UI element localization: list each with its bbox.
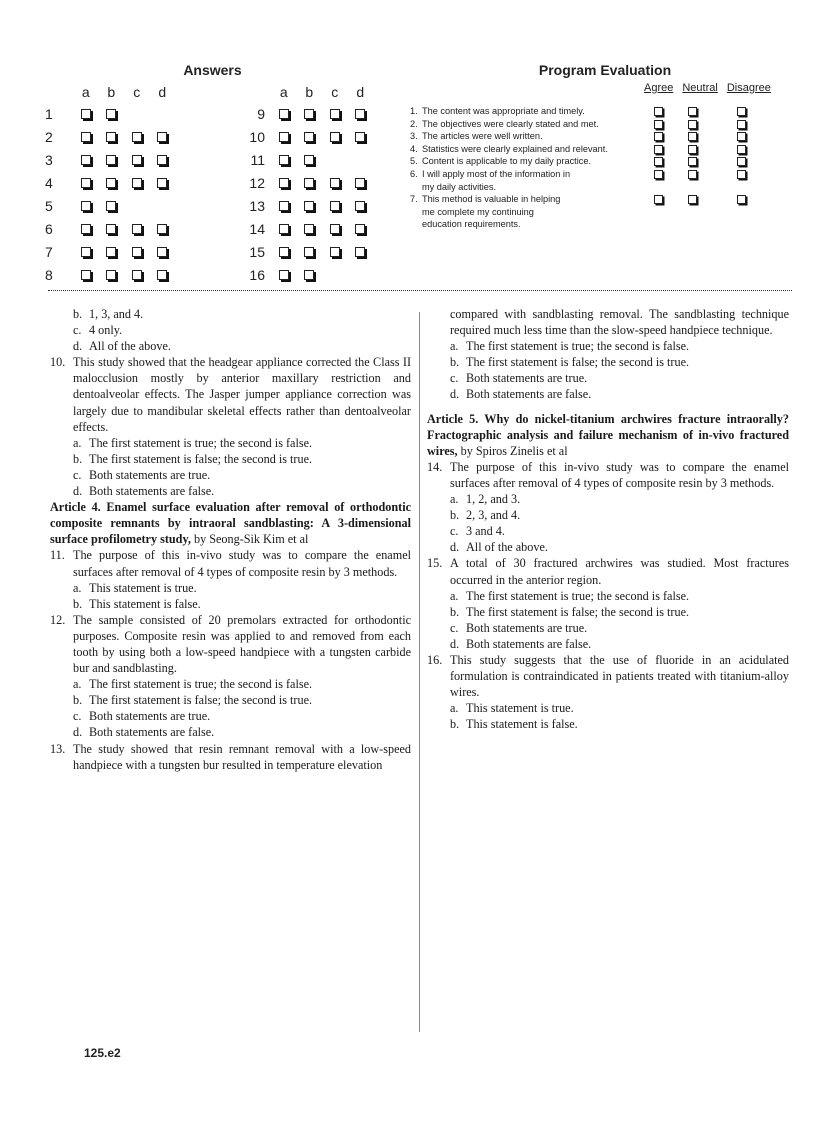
evaluation-5-neutral-checkbox[interactable] [688, 157, 697, 166]
answer-row-6 [45, 217, 175, 240]
answer-row-8 [45, 263, 175, 286]
answer-row-number: 15 [249, 243, 265, 260]
answer-4-c-checkbox[interactable] [132, 178, 142, 188]
q9-option-c: c. 4 only. [73, 323, 123, 338]
answer-7-a-checkbox[interactable] [81, 247, 91, 257]
answer-13-a-checkbox[interactable] [279, 201, 289, 211]
evaluation-5-agree-checkbox[interactable] [654, 157, 663, 166]
answer-2-a-checkbox[interactable] [81, 132, 91, 142]
q11-option-b: b. This statement is false. [73, 596, 201, 611]
answers-column-label-b: b [107, 84, 116, 100]
answer-6-a-checkbox[interactable] [81, 224, 91, 234]
q15-option-a: a. The first statement is true; the second is false. [450, 588, 690, 603]
q13-option-a: a. The first statement is true; the second is false. [450, 339, 690, 354]
evaluation-list [410, 105, 790, 231]
evaluation-2-agree-checkbox[interactable] [654, 120, 663, 129]
answer-7-b-checkbox[interactable] [106, 247, 116, 257]
answer-row-5 [45, 194, 175, 217]
answer-9-c-checkbox[interactable] [330, 109, 340, 119]
answers-column-label-a: a [81, 84, 90, 100]
q15-option-b: b. The first statement is false; the second is true. [450, 604, 690, 619]
q10-option-d: d. Both statements are false. [73, 484, 215, 499]
evaluation-item-7: 7. This method is valuable in helping me complete my continuing education requirements. [410, 193, 790, 231]
answer-7-c-checkbox[interactable] [132, 247, 142, 257]
answer-row-number: 14 [249, 220, 265, 237]
answer-15-b-checkbox[interactable] [304, 247, 314, 257]
answer-9-d-checkbox[interactable] [355, 109, 365, 119]
page-number: 125.e2 [84, 1046, 121, 1060]
q15-option-c: c. Both statements are true. [450, 620, 588, 635]
answer-9-b-checkbox[interactable] [304, 109, 314, 119]
answer-15-a-checkbox[interactable] [279, 247, 289, 257]
evaluation-item-2: 2. The objectives were clearly stated and met. [410, 118, 790, 131]
q12-option-b: b. The first statement is false; the second is true. [73, 693, 313, 708]
answer-14-c-checkbox[interactable] [330, 224, 340, 234]
answer-2-b-checkbox[interactable] [106, 132, 116, 142]
q14-option-a: a. 1, 2, and 3. [450, 492, 521, 507]
answer-3-c-checkbox[interactable] [132, 155, 142, 165]
q13-option-d: d. Both statements are false. [450, 387, 592, 402]
answer-15-d-checkbox[interactable] [355, 247, 365, 257]
answer-12-a-checkbox[interactable] [279, 178, 289, 188]
answer-2-c-checkbox[interactable] [132, 132, 142, 142]
answer-row-13 [235, 194, 373, 217]
answer-1-b-checkbox[interactable] [106, 109, 116, 119]
answer-5-b-checkbox[interactable] [106, 201, 116, 211]
q16-option-a: a. This statement is true. [450, 701, 574, 716]
evaluation-item-1: 1. The content was appropriate and timely. [410, 105, 790, 118]
answer-1-a-checkbox[interactable] [81, 109, 91, 119]
answer-row-number: 3 [45, 151, 53, 168]
answer-6-d-checkbox[interactable] [157, 224, 167, 234]
answer-row-16 [235, 263, 373, 286]
answer-12-b-checkbox[interactable] [304, 178, 314, 188]
evaluation-2-disagree-checkbox[interactable] [737, 120, 746, 129]
answer-12-d-checkbox[interactable] [355, 178, 365, 188]
answer-row-12 [235, 171, 373, 194]
article-4-heading: Article 4. Enamel surface evaluation after removal of orthodontic composite remnants by intraoral sandblasting: A 3-dimensional surface profilometry study, by Seong-Sik Kim et al [50, 500, 411, 547]
question-10: 10. This study showed that the headgear appliance corrected the Class II malocclusion mostly by anterior maxillary restriction and dentoalveolar effects. The Jasper jumper appliance correction was largely due to mandibular skeletal effects rather than dentoalveolar effects. [50, 355, 411, 434]
answer-row-number: 4 [45, 174, 53, 191]
answer-row-number: 8 [45, 266, 53, 283]
evaluation-item-5: 5. Content is applicable to my daily practice. [410, 155, 790, 168]
answer-8-b-checkbox[interactable] [106, 270, 116, 280]
answer-row-15 [235, 240, 373, 263]
answer-8-a-checkbox[interactable] [81, 270, 91, 280]
evaluation-3-agree-checkbox[interactable] [654, 132, 663, 141]
evaluation-6-agree-checkbox[interactable] [654, 170, 663, 179]
evaluation-item-6: 6. I will apply most of the information in my daily activities. [410, 168, 790, 193]
answer-row-7 [45, 240, 175, 263]
answers-column-left [45, 82, 175, 286]
q13-option-c: c. Both statements are true. [450, 371, 588, 386]
question-13: 13. The study showed that resin remnant removal with a low-speed handpiece with a tungsten bur resulted in temperature elevation [50, 741, 411, 772]
q12-option-c: c. Both statements are true. [73, 709, 211, 724]
answer-3-b-checkbox[interactable] [106, 155, 116, 165]
answer-row-number: 7 [45, 243, 53, 260]
answer-row-number: 5 [45, 197, 53, 214]
cut-line-divider [48, 290, 792, 291]
answer-row-10 [235, 125, 373, 148]
evaluation-2-neutral-checkbox[interactable] [688, 120, 697, 129]
answer-9-a-checkbox[interactable] [279, 109, 289, 119]
answers-column-label-d: d [356, 84, 365, 100]
answer-row-number: 12 [249, 174, 265, 191]
answers-column-label-c: c [133, 84, 141, 100]
evaluation-4-neutral-checkbox[interactable] [688, 145, 697, 154]
answer-13-b-checkbox[interactable] [304, 201, 314, 211]
answer-row-number: 2 [45, 128, 53, 145]
evaluation-4-agree-checkbox[interactable] [654, 145, 663, 154]
answers-column-right [235, 82, 373, 286]
q9-option-b: b. 1, 3, and 4. [73, 307, 144, 321]
answer-6-c-checkbox[interactable] [132, 224, 142, 234]
answer-13-d-checkbox[interactable] [355, 201, 365, 211]
answer-5-a-checkbox[interactable] [81, 201, 91, 211]
q11-option-a: a. This statement is true. [73, 580, 197, 595]
answer-11-b-checkbox[interactable] [304, 155, 314, 165]
evaluation-7-disagree-checkbox[interactable] [737, 195, 746, 204]
evaluation-item-4: 4. Statistics were clearly explained and relevant. [410, 143, 790, 156]
answers-title: Answers [183, 62, 242, 78]
answer-10-d-checkbox[interactable] [355, 132, 365, 142]
question-13-continued: compared with sandblasting removal. The sandblasting technique required much less time than the slow-speed handpiece technique. [450, 307, 789, 338]
evaluation-4-disagree-checkbox[interactable] [737, 145, 746, 154]
answer-4-d-checkbox[interactable] [157, 178, 167, 188]
q15-option-d: d. Both statements are false. [450, 636, 592, 651]
question-16: 16. This study suggests that the use of fluoride in an acidulated formulation is contraindicated in patients treated with titanium-alloy wires. [427, 652, 789, 700]
q10-option-c: c. Both statements are true. [73, 467, 211, 482]
evaluation-3-disagree-checkbox[interactable] [737, 132, 746, 141]
evaluation-item-text: The articles were well written. [422, 131, 543, 142]
header-disagree: Disagree [726, 82, 771, 94]
answer-7-d-checkbox[interactable] [157, 247, 167, 257]
answer-12-c-checkbox[interactable] [330, 178, 340, 188]
answer-16-b-checkbox[interactable] [304, 270, 314, 280]
answer-14-b-checkbox[interactable] [304, 224, 314, 234]
left-column [50, 306, 411, 773]
q10-option-b: b. The first statement is false; the second is true. [73, 451, 313, 466]
header-agree: Agree [644, 82, 674, 94]
answers-column-label-c: c [331, 84, 339, 100]
evaluation-3-neutral-checkbox[interactable] [688, 132, 697, 141]
answer-row-number: 13 [249, 197, 265, 214]
answer-6-b-checkbox[interactable] [106, 224, 116, 234]
answer-row-3 [45, 148, 175, 171]
question-15: 15. A total of 30 fractured archwires was studied. Most fractures occurred in the anterior region. [427, 556, 789, 587]
answers-header-left [45, 82, 175, 102]
q13-option-b: b. The first statement is false; the second is true. [450, 355, 690, 370]
answer-row-number: 10 [249, 128, 265, 145]
answer-4-b-checkbox[interactable] [106, 178, 116, 188]
answer-10-a-checkbox[interactable] [279, 132, 289, 142]
evaluation-1-neutral-checkbox[interactable] [688, 107, 697, 116]
evaluation-7-agree-checkbox[interactable] [654, 195, 663, 204]
evaluation-item-text: I will apply most of the information in my daily activities. [422, 168, 571, 192]
q12-option-d: d. Both statements are false. [73, 725, 215, 740]
answers-header-right [235, 82, 373, 102]
q14-option-d: d. All of the above. [450, 540, 548, 555]
answer-row-number: 16 [249, 266, 265, 283]
answer-row-2 [45, 125, 175, 148]
answer-row-number: 11 [250, 151, 265, 168]
evaluation-item-text: The content was appropriate and timely. [422, 106, 585, 116]
answer-row-number: 6 [45, 220, 53, 237]
evaluation-1-agree-checkbox[interactable] [654, 107, 663, 116]
answer-10-b-checkbox[interactable] [304, 132, 314, 142]
answer-15-c-checkbox[interactable] [330, 247, 340, 257]
answer-row-11 [235, 148, 373, 171]
evaluation-item-text: Statistics were clearly explained and relevant. [422, 143, 608, 154]
q14-option-c: c. 3 and 4. [450, 524, 505, 539]
answer-2-d-checkbox[interactable] [157, 132, 167, 142]
q9-option-d: d. All of the above. [73, 339, 171, 354]
evaluation-title: Program Evaluation [538, 62, 672, 78]
evaluation-item-text: This method is valuable in helping me complete my continuing education requirements. [422, 194, 561, 230]
evaluation-7-neutral-checkbox[interactable] [688, 195, 697, 204]
answer-row-14 [235, 217, 373, 240]
answer-13-c-checkbox[interactable] [330, 201, 340, 211]
q16-option-b: b. This statement is false. [450, 717, 578, 732]
answers-column-label-a: a [279, 84, 288, 100]
q14-option-b: b. 2, 3, and 4. [450, 508, 521, 523]
program-evaluation [410, 62, 790, 230]
evaluation-6-neutral-checkbox[interactable] [688, 170, 697, 179]
evaluation-headers [644, 82, 780, 94]
answer-16-a-checkbox[interactable] [279, 270, 289, 280]
answers-column-label-b: b [305, 84, 314, 100]
evaluation-item-text: Content is applicable to my daily practice. [422, 156, 592, 167]
answer-row-number: 1 [45, 105, 53, 122]
evaluation-6-disagree-checkbox[interactable] [737, 170, 746, 179]
question-11: 11. The purpose of this in-vivo study was to compare the enamel surfaces after removal of 4 types of composite resin by 3 methods. [50, 548, 411, 579]
answer-row-number: 9 [257, 105, 265, 122]
right-column [427, 306, 789, 732]
answer-8-c-checkbox[interactable] [132, 270, 142, 280]
q12-option-a: a. The first statement is true; the second is false. [73, 677, 313, 692]
column-divider [419, 312, 420, 1032]
evaluation-item-text: The objectives were clearly stated and met. [422, 118, 599, 129]
question-12: 12. The sample consisted of 20 premolars extracted for orthodontic purposes. Composite resin was applied to and removed from each tooth by using both a low-speed handpiece with a tungsten carbide bur and sandblasting. [50, 612, 411, 676]
header-neutral: Neutral [682, 82, 718, 94]
answer-10-c-checkbox[interactable] [330, 132, 340, 142]
answer-4-a-checkbox[interactable] [81, 178, 91, 188]
answer-3-a-checkbox[interactable] [81, 155, 91, 165]
question-14: 14. The purpose of this in-vivo study was to compare the enamel surfaces after removal of 4 types of composite resin by 3 methods. [427, 459, 789, 490]
answer-row-4 [45, 171, 175, 194]
answer-14-a-checkbox[interactable] [279, 224, 289, 234]
answers-column-label-d: d [158, 84, 167, 100]
answer-11-a-checkbox[interactable] [279, 155, 289, 165]
evaluation-item-3: 3. The articles were well written. [410, 130, 790, 143]
answer-row-1 [45, 102, 175, 125]
evaluation-5-disagree-checkbox[interactable] [737, 157, 746, 166]
answer-3-d-checkbox[interactable] [157, 155, 167, 165]
evaluation-1-disagree-checkbox[interactable] [737, 107, 746, 116]
answer-row-9 [235, 102, 373, 125]
answer-8-d-checkbox[interactable] [157, 270, 167, 280]
answer-14-d-checkbox[interactable] [355, 224, 365, 234]
article-5-heading: Article 5. Why do nickel-titanium archwires fracture intraorally? Fractographic analysis and failure mechanism of in-vivo fractured wires, by Spiros Zinelis et al [427, 411, 789, 458]
q10-option-a: a. The first statement is true; the second is false. [73, 435, 313, 450]
